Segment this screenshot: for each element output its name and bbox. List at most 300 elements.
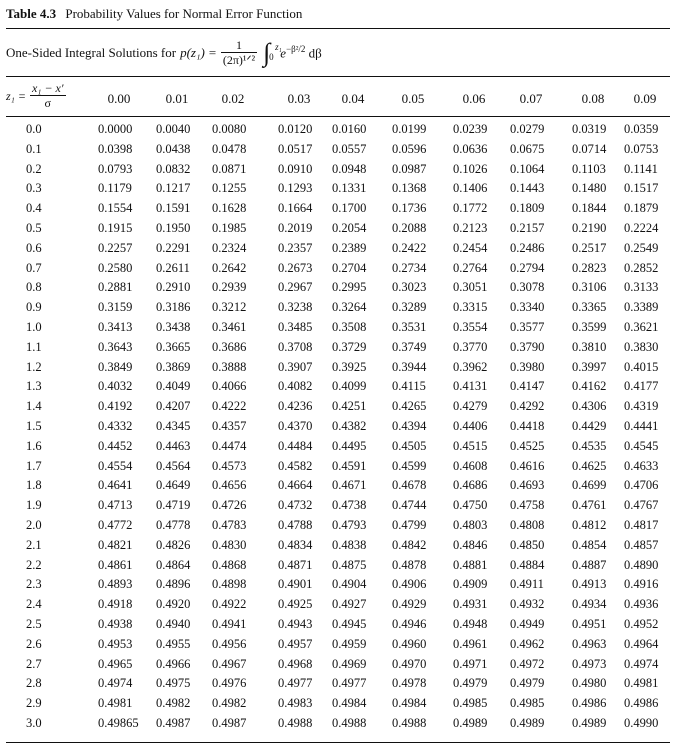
table-number: Table 4.3: [6, 6, 57, 21]
probability-cell: 0.4812: [572, 518, 607, 532]
column-header: 0.05: [401, 91, 425, 106]
probability-cell: 0.4985: [510, 696, 545, 711]
formula-line: [6, 38, 322, 68]
probability-cell: 0.4032: [98, 379, 133, 394]
probability-cell: 0.4945: [332, 617, 367, 631]
probability-cell: 0.4357: [212, 419, 247, 433]
probability-cell: 0.3133: [624, 280, 659, 295]
probability-cell: 0.4986: [572, 696, 607, 711]
probability-cell: 0.3925: [332, 359, 367, 374]
probability-cell: 0.4641: [98, 478, 133, 493]
probability-cell: 0.2517: [572, 240, 607, 255]
column-header: 0.01: [165, 91, 189, 106]
probability-cell: 0.4649: [156, 478, 191, 493]
table-row: [6, 577, 670, 596]
probability-cell: 0.4906: [392, 577, 427, 592]
probability-cell: 0.1950: [156, 221, 191, 235]
probability-cell: 0.3023: [392, 280, 427, 295]
probability-cell: 0.4931: [453, 597, 488, 612]
probability-cell: 0.0040: [156, 122, 191, 136]
z-value-cell: 2.2: [26, 557, 42, 572]
z-value-cell: 1.6: [26, 438, 42, 453]
probability-cell: 0.4633: [624, 458, 659, 473]
probability-cell: 0.4938: [98, 617, 133, 631]
probability-cell: 0.3997: [572, 359, 607, 374]
probability-cell: 0.2967: [278, 280, 313, 295]
probability-cell: 0.4871: [278, 557, 313, 572]
z-value-cell: 2.0: [26, 518, 42, 532]
column-header: 0.02: [221, 91, 245, 106]
z-value-cell: 2.3: [26, 577, 42, 592]
probability-cell: 0.2389: [332, 240, 367, 255]
probability-cell: 0.0199: [392, 122, 427, 136]
z-value-cell: 2.8: [26, 676, 42, 691]
table-row: [6, 617, 670, 636]
z-value-cell: 0.1: [26, 141, 42, 156]
probability-cell: 0.4162: [572, 379, 607, 394]
probability-cell: 0.4916: [624, 577, 659, 592]
z-value-cell: 2.6: [26, 636, 42, 651]
probability-cell: 0.4554: [98, 458, 133, 473]
probability-cell: 0.4957: [278, 636, 313, 651]
probability-cell: 0.4959: [332, 636, 367, 651]
probability-cell: 0.4265: [392, 399, 427, 414]
probability-cell: 0.4965: [98, 656, 133, 671]
integrand-exponent: −β²/2: [286, 44, 306, 55]
probability-cell: 0.4884: [510, 557, 545, 572]
probability-cell: 0.4608: [453, 458, 488, 473]
table-row: [6, 360, 670, 379]
probability-cell: 0.4758: [510, 498, 545, 513]
probability-cell: 0.4988: [278, 716, 313, 730]
probability-cell: 0.4830: [212, 537, 247, 552]
probability-cell: 0.3599: [572, 320, 607, 334]
probability-cell: 0.1480: [572, 181, 607, 196]
table-row: [6, 518, 670, 537]
probability-cell: 0.3729: [332, 339, 367, 354]
probability-cell: 0.4987: [212, 716, 247, 730]
probability-cell: 0.4793: [332, 518, 367, 532]
probability-cell: 0.4803: [453, 518, 488, 532]
z-value-cell: 1.9: [26, 498, 42, 513]
probability-cell: 0.4956: [212, 636, 247, 651]
probability-cell: 0.4986: [624, 696, 659, 711]
probability-cell: 0.2881: [98, 280, 133, 295]
probability-cell: 0.0714: [572, 141, 607, 156]
probability-cell: 0.4418: [510, 419, 545, 433]
probability-cell: 0.3106: [572, 280, 607, 295]
probability-cell: 0.4719: [156, 498, 191, 513]
probability-cell: 0.3749: [392, 339, 427, 354]
probability-cell: 0.4982: [212, 696, 247, 711]
probability-cell: 0.3554: [453, 320, 488, 334]
z-value-cell: 1.2: [26, 359, 42, 374]
probability-cell: 0.4772: [98, 518, 133, 532]
probability-cell: 0.4838: [332, 537, 367, 552]
z-value-cell: 0.4: [26, 201, 42, 216]
probability-cell: 0.1915: [98, 221, 133, 235]
z-value-cell: 0.0: [26, 122, 42, 136]
probability-cell: 0.4251: [332, 399, 367, 414]
probability-cell: 0.3238: [278, 300, 313, 315]
probability-cell: 0.3212: [212, 300, 247, 315]
probability-cell: 0.1179: [98, 181, 132, 196]
probability-cell: 0.4535: [572, 438, 607, 453]
probability-cell: 0.4821: [98, 537, 133, 552]
probability-cell: 0.2642: [212, 260, 247, 275]
probability-cell: 0.4177: [624, 379, 659, 394]
probability-cell: 0.4974: [624, 656, 659, 671]
probability-cell: 0.4115: [392, 379, 426, 394]
integral-sign: ∫ z₁ 0: [263, 40, 270, 66]
table-row: [6, 221, 670, 240]
table-row: [6, 538, 670, 557]
z-value-cell: 0.5: [26, 221, 42, 235]
z-value-cell: 0.6: [26, 240, 42, 255]
probability-cell: 0.4934: [572, 597, 607, 612]
probability-cell: 0.4857: [624, 537, 659, 552]
probability-cell: 0.4920: [156, 597, 191, 612]
probability-cell: 0.4345: [156, 419, 191, 433]
probability-cell: 0.4978: [392, 676, 427, 691]
probability-cell: 0.4973: [572, 656, 607, 671]
probability-cell: 0.0948: [332, 161, 367, 176]
probability-cell: 0.2454: [453, 240, 488, 255]
z-value-cell: 2.7: [26, 656, 42, 671]
probability-cell: 0.4706: [624, 478, 659, 493]
probability-cell: 0.4901: [278, 577, 313, 592]
table-row: [6, 320, 670, 339]
formula-rule: [6, 76, 670, 77]
probability-cell: 0.0359: [624, 122, 659, 136]
table-row: [6, 181, 670, 200]
probability-cell: 0.4878: [392, 557, 427, 572]
probability-cell: 0.3686: [212, 339, 247, 354]
probability-cell: 0.4953: [98, 636, 133, 651]
probability-cell: 0.2910: [156, 280, 191, 295]
probability-cell: 0.4474: [212, 438, 247, 453]
probability-cell: 0.4922: [212, 597, 247, 612]
probability-cell: 0.4969: [332, 656, 367, 671]
probability-cell: 0.3264: [332, 300, 367, 315]
probability-cell: 0.4968: [278, 656, 313, 671]
probability-cell: 0.4545: [624, 438, 659, 453]
probability-cell: 0.3159: [98, 300, 133, 315]
fraction-numerator: 1: [235, 38, 242, 52]
probability-cell: 0.4406: [453, 419, 488, 433]
probability-cell: 0.1103: [572, 161, 606, 176]
probability-cell: 0.0871: [212, 161, 247, 176]
table-row: [6, 439, 670, 458]
probability-cell: 0.4955: [156, 636, 191, 651]
probability-cell: 0.4082: [278, 379, 313, 394]
probability-cell: 0.49865: [98, 716, 139, 730]
column-header: 0.04: [341, 91, 365, 106]
probability-cell: 0.4988: [332, 716, 367, 730]
probability-cell: 0.4515: [453, 438, 488, 453]
probability-cell: 0.4842: [392, 537, 427, 552]
probability-cell: 0.4927: [332, 597, 367, 612]
probability-cell: 0.2486: [510, 240, 545, 255]
probability-cell: 0.4799: [392, 518, 427, 532]
probability-cell: 0.0793: [98, 161, 133, 176]
probability-cell: 0.4941: [212, 617, 247, 631]
probability-cell: 0.3869: [156, 359, 191, 374]
probability-cell: 0.4826: [156, 537, 191, 552]
top-rule: [6, 28, 670, 29]
probability-cell: 0.2704: [332, 260, 367, 275]
probability-cell: 0.0120: [278, 122, 313, 136]
probability-cell: 0.2291: [156, 240, 191, 255]
probability-cell: 0.4279: [453, 399, 488, 414]
probability-cell: 0.4952: [624, 617, 659, 631]
probability-cell: 0.4896: [156, 577, 191, 592]
table-title: Probability Values for Normal Error Function: [65, 6, 303, 21]
integrand-base: e: [280, 45, 287, 61]
probability-cell: 0.2995: [332, 280, 367, 295]
probability-cell: 0.2852: [624, 260, 659, 275]
table-row: [6, 201, 670, 220]
probability-cell: 0.4975: [156, 676, 191, 691]
table-row: [6, 379, 670, 398]
probability-cell: 0.1736: [392, 201, 427, 216]
probability-cell: 0.4951: [572, 617, 607, 631]
probability-cell: 0.4656: [212, 478, 247, 493]
table-row: [6, 498, 670, 517]
probability-cell: 0.3907: [278, 359, 313, 374]
probability-cell: 0.4147: [510, 379, 545, 394]
table-row: [6, 657, 670, 676]
probability-cell: 0.4977: [332, 676, 367, 691]
z-symbol: z₁ =: [6, 88, 26, 103]
probability-cell: 0.4989: [572, 716, 607, 730]
probability-cell: 0.4726: [212, 498, 247, 513]
z-fraction: [30, 82, 66, 110]
probability-cell: 0.4664: [278, 478, 313, 493]
probability-cell: 0.4985: [453, 696, 488, 711]
probability-cell: 0.1844: [572, 201, 607, 216]
probability-cell: 0.4049: [156, 379, 191, 394]
probability-cell: 0.2939: [212, 280, 247, 295]
probability-cell: 0.4974: [98, 676, 133, 691]
probability-cell: 0.4913: [572, 577, 607, 592]
probability-cell: 0.3340: [510, 300, 545, 315]
table-row: [6, 162, 670, 181]
probability-cell: 0.3365: [572, 300, 607, 315]
probability-cell: 0.4678: [392, 478, 427, 493]
probability-cell: 0.4963: [572, 636, 607, 651]
probability-cell: 0.4983: [278, 696, 313, 711]
probability-cell: 0.3962: [453, 359, 488, 374]
formula-fraction: [221, 39, 257, 67]
table-row: [6, 241, 670, 260]
probability-cell: 0.4962: [510, 636, 545, 651]
probability-cell: 0.3621: [624, 320, 659, 334]
probability-cell: 0.4767: [624, 498, 659, 513]
probability-cell: 0.0517: [278, 141, 313, 156]
probability-cell: 0.4591: [332, 458, 367, 473]
table-row: [6, 558, 670, 577]
probability-cell: 0.1293: [278, 181, 313, 196]
probability-cell: 0.4846: [453, 537, 488, 552]
probability-cell: 0.4948: [453, 617, 488, 631]
integral-upper-limit: z₁: [275, 42, 282, 52]
probability-cell: 0.2580: [98, 260, 133, 275]
z-value-cell: 1.4: [26, 399, 42, 414]
probability-cell: 0.4222: [212, 399, 247, 414]
table-row: [6, 478, 670, 497]
probability-cell: 0.4332: [98, 419, 133, 433]
probability-cell: 0.3413: [98, 320, 133, 334]
probability-cell: 0.4861: [98, 557, 133, 572]
probability-cell: 0.3485: [278, 320, 313, 334]
probability-cell: 0.1591: [156, 201, 191, 216]
probability-cell: 0.1064: [510, 161, 545, 176]
table-row: [6, 261, 670, 280]
probability-cell: 0.4099: [332, 379, 367, 394]
probability-cell: 0.4207: [156, 399, 191, 414]
probability-cell: 0.4989: [510, 716, 545, 730]
probability-cell: 0.3888: [212, 359, 247, 374]
probability-cell: 0.4987: [156, 716, 191, 730]
probability-cell: 0.1664: [278, 201, 313, 216]
probability-cell: 0.4979: [453, 676, 488, 691]
probability-cell: 0.1406: [453, 181, 488, 196]
probability-cell: 0.4964: [624, 636, 659, 651]
probability-cell: 0.4940: [156, 617, 191, 631]
probability-cell: 0.0832: [156, 161, 191, 176]
probability-cell: 0.4981: [98, 696, 133, 711]
probability-cell: 0.4932: [510, 597, 545, 612]
probability-cell: 0.4929: [392, 597, 427, 612]
probability-cell: 0.4319: [624, 399, 659, 414]
z-denominator: σ: [44, 96, 51, 110]
probability-cell: 0.3315: [453, 300, 488, 315]
probability-cell: 0.4949: [510, 617, 545, 631]
probability-cell: 0.4699: [572, 478, 607, 493]
probability-cell: 0.0160: [332, 122, 367, 136]
probability-cell: 0.0596: [392, 141, 427, 156]
probability-cell: 0.4943: [278, 617, 313, 631]
probability-cell: 0.2324: [212, 240, 247, 255]
probability-cell: 0.4306: [572, 399, 607, 414]
z-value-cell: 2.1: [26, 537, 42, 552]
probability-cell: 0.4686: [453, 478, 488, 493]
probability-cell: 0.4452: [98, 438, 133, 453]
probability-cell: 0.4972: [510, 656, 545, 671]
probability-cell: 0.4370: [278, 419, 313, 433]
probability-cell: 0.4463: [156, 438, 191, 453]
probability-cell: 0.2157: [510, 221, 545, 235]
probability-cell: 0.3078: [510, 280, 545, 295]
probability-cell: 0.3643: [98, 339, 133, 354]
probability-cell: 0.4693: [510, 478, 545, 493]
probability-cell: 0.4292: [510, 399, 545, 414]
table-row: [6, 459, 670, 478]
probability-cell: 0.4982: [156, 696, 191, 711]
table-row: [6, 597, 670, 616]
probability-cell: 0.4989: [453, 716, 488, 730]
z-value-cell: 1.5: [26, 419, 42, 433]
probability-cell: 0.4495: [332, 438, 367, 453]
probability-cell: 0.2764: [453, 260, 488, 275]
table-row: [6, 280, 670, 299]
probability-cell: 0.4909: [453, 577, 488, 592]
probability-cell: 0.4984: [332, 696, 367, 711]
probability-cell: 0.1879: [624, 201, 659, 216]
probability-cell: 0.3830: [624, 339, 659, 354]
table-row: [6, 399, 670, 418]
probability-cell: 0.4744: [392, 498, 427, 513]
probability-cell: 0.3577: [510, 320, 545, 334]
probability-cell: 0.4966: [156, 656, 191, 671]
probability-cell: 0.4971: [453, 656, 488, 671]
probability-cell: 0.2357: [278, 240, 313, 255]
formula-lhs: p(z₁) =: [180, 45, 217, 60]
probability-cell: 0.4671: [332, 478, 367, 493]
probability-cell: 0.1700: [332, 201, 367, 216]
probability-cell: 0.4525: [510, 438, 545, 453]
probability-cell: 0.4778: [156, 518, 191, 532]
probability-cell: 0.1554: [98, 201, 133, 216]
column-header: 0.03: [287, 91, 311, 106]
probability-cell: 0.1255: [212, 181, 247, 196]
probability-cell: 0.4834: [278, 537, 313, 552]
probability-cell: 0.4898: [212, 577, 247, 592]
probability-cell: 0.3665: [156, 339, 191, 354]
probability-cell: 0.0753: [624, 141, 659, 156]
probability-cell: 0.4854: [572, 537, 607, 552]
z-value-cell: 1.3: [26, 379, 42, 394]
column-header: 0.00: [107, 91, 131, 106]
probability-cell: 0.0239: [453, 122, 488, 136]
probability-cell: 0.0675: [510, 141, 545, 156]
probability-cell: 0.4977: [278, 676, 313, 691]
probability-cell: 0.3708: [278, 339, 313, 354]
probability-cell: 0.4936: [624, 597, 659, 612]
z-value-cell: 2.9: [26, 696, 42, 711]
probability-cell: 0.3944: [392, 359, 427, 374]
probability-cell: 0.2794: [510, 260, 545, 275]
probability-cell: 0.4131: [453, 379, 488, 394]
z-value-cell: 0.8: [26, 280, 42, 295]
probability-cell: 0.4887: [572, 557, 607, 572]
probability-cell: 0.2673: [278, 260, 313, 275]
probability-cell: 0.1141: [624, 161, 658, 176]
probability-cell: 0.2088: [392, 221, 427, 235]
probability-cell: 0.4961: [453, 636, 488, 651]
probability-cell: 0.4484: [278, 438, 313, 453]
probability-cell: 0.0279: [510, 122, 545, 136]
probability-cell: 0.0987: [392, 161, 427, 176]
column-header-row: [6, 80, 670, 116]
probability-cell: 0.0557: [332, 141, 367, 156]
table-row: [6, 300, 670, 319]
probability-cell: 0.4783: [212, 518, 247, 532]
probability-cell: 0.2611: [156, 260, 190, 275]
probability-cell: 0.4616: [510, 458, 545, 473]
probability-cell: 0.4990: [624, 716, 659, 730]
integrand: [280, 44, 322, 61]
probability-cell: 0.4875: [332, 557, 367, 572]
probability-cell: 0.4788: [278, 518, 313, 532]
z-value-cell: 3.0: [26, 716, 42, 730]
probability-cell: 0.4441: [624, 419, 659, 433]
probability-cell: 0.2224: [624, 221, 659, 235]
probability-cell: 0.3289: [392, 300, 427, 315]
probability-cell: 0.4881: [453, 557, 488, 572]
integrand-differential: dβ: [308, 45, 322, 61]
